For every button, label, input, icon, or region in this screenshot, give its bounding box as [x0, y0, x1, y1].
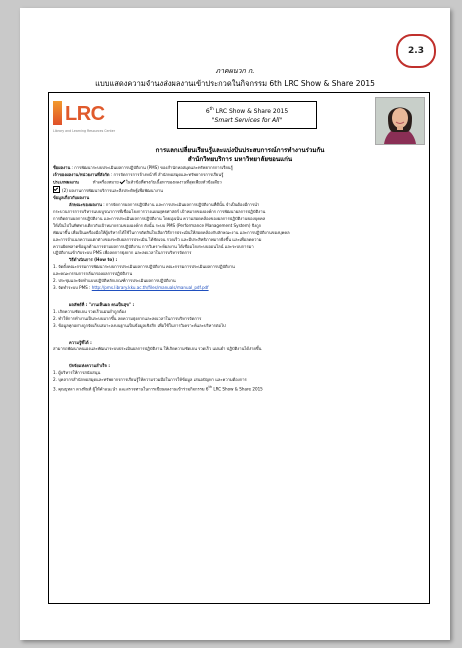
work-title-row: ชื่อผลงาน : การพัฒนาระบบประเมินผลการปฏิบัติงาน (PMS) ของสำนักหอสมุดและทรัพยากรการเรียนรู้	[53, 165, 233, 170]
logo-subtext: Library and Learning Resources Center	[53, 129, 116, 133]
howto-item: และคณะกรรมการกลั่นกรองผลการปฏิบัติงาน	[53, 271, 133, 277]
characteristics-line: ปฏิบัติงานเข้ากับระบบ PMS เพื่อลดการยุ่งยาก และลดเวลาในการบริหารจัดการ	[53, 250, 192, 256]
logo-bar-icon	[53, 101, 62, 125]
characteristics-line: และการจำแนกความแตกต่างของระดับผลการประเมิน ได้ชัดเจน รวดเร็ว และมีประสิทธิภาพมากยิ่งขึ้น และเพื่อลดความ	[53, 236, 262, 242]
characteristics-line: ลักษณะของผลงาน : การจัดการผลการปฏิบัติงาน และการประเมินผลการปฏิบัติงานที่ดีนั้น จำเป็นต้องมีการนำ	[69, 202, 260, 208]
success-item: 3. คุณบุหลา ดวงทินท์ ผู้ให้คำแนะนำ และสรวจทานในการเขียนผลงานเข้าร่วมกิจกรรม 6th LRC Show & Share 2015	[53, 385, 263, 392]
presenter-photo	[375, 97, 425, 145]
characteristics-line: พัฒนาขึ้น เพื่อเป็นเครื่องมือให้ผู้บริหารได้ใช้ในการตัดสินใจเลือกวิธีการประเมินให้สอดคล้องกับลักษณะงาน และการปฏิบัติงานของบุคคล	[53, 229, 290, 235]
type-option-row: (2) ผลงานการพัฒนาบริการและสิ่งประดิษฐ์เพื่อพัฒนางาน	[53, 186, 425, 195]
submission-form-frame	[48, 92, 430, 604]
page-number-badge: 2.3	[396, 34, 436, 68]
characteristics-line: ให้เป็นไปในทิศทางเดียวกับเป้าหมายรวมขององค์กร ดังนั้น ระบบ PMS (Performance Management System) จึงถูก	[53, 222, 262, 228]
lrc-logo	[53, 99, 116, 139]
form-title: แบบแสดงความจำนงส่งผลงานเข้าประกวดในกิจกรรม 6th LRC Show & Share 2015	[95, 79, 375, 88]
howto-item: 2. ประชุมและจัดทำแบบปฏิบัติหลักเกณฑ์การประเมินผลการปฏิบัติงาน	[53, 278, 176, 284]
characteristics-line: การติดตามผลการปฏิบัติงาน และการประเมินผลการปฏิบัติงาน โดยมุ่งเน้น ความสอดคล้องของผลการปฏิบัติงานของบุคคล	[53, 215, 266, 221]
howto-label: วิธีดำเนินการ (How to) :	[69, 257, 118, 263]
checkmark-icon	[120, 178, 125, 183]
results-item: 1. เกิดความชัดเจน รวดเร็วแม่นยำถูกต้อง	[53, 308, 127, 314]
results-item: 3. ข้อมูลทุกอย่างถูกจัดเก็บเสมาะลงบนฐานเป็นข้อมูลเชิงลึก เพื่อใช้ในการวิเคราะห์และบริหารต่อไป	[53, 322, 226, 328]
checked-checkbox-icon	[53, 186, 60, 193]
type-row: ประเภทผลงาน ทำเครื่องหมาย ในหัวข้อที่ตรงกับเนื้อหาของผลงานที่สุดเพียงหัวข้อเดียว	[53, 179, 222, 185]
event-name: 6th LRC Show & Share 2015	[205, 106, 289, 115]
event-box	[177, 101, 317, 129]
form-content	[53, 165, 425, 393]
howto-item: 1. จัดตั้งคณะกรรมการพัฒนาระบบการประเมินผลการปฏิบัติงาน คณะกรรมการประเมินผลการปฏิบัติงาน	[53, 264, 235, 270]
characteristics-line: ความผิดพลาดข้อมูลด้านการตามผลการปฏิบัติงาน การวิเคราะห์ผลงาน ได้เชื่อมโยงระบบออนไลน์ และระบบการมา	[53, 243, 254, 249]
success-item: 2. บุคลากรสำนักหอสมุดและทรัพยากรการเรียนรู้ให้ความร่วมมือในการให้ข้อมูล เสนอปัญหา และความต้องการ	[53, 377, 247, 383]
heading-line-1: การแลกเปลี่ยนเรียนรู้และแบ่งปันประสบการณ์การทำงานร่วมกัน	[155, 147, 325, 154]
success-item: 1. ผู้บริหารให้การสนับสนุน	[53, 370, 101, 376]
owner-row: เจ้าของผลงาน/หน่วยงานที่สังกัด : การจัดการการจ้างหน้าที่ สำนักหอสมุดและทรัพยากรการเรียนรู้	[53, 171, 224, 177]
results-label: ผลลัพธ์ที่ : "งานเห็นผล คนเป็นสุข" :	[69, 301, 135, 307]
results-item: 2. ทำให้การทำงานเป็นระบบมากขึ้น ลดความยุ่งยากและลดเวลาในการบริหารจัดการ	[53, 315, 202, 321]
knowledge-text: สามารถพัฒนาคนเองและพัฒนาระบบประเมินผลการปฏิบัติงาน ให้เกิดความชัดเจน รวดเร็ว แม่นยำ ปฏิบัติงานได้ง่ายขึ้น	[53, 346, 262, 352]
howto-item: 3. จัดทำระบบ PMS : http://pms.library.kku.ac.th/files/manuals/manual_pdf.pdf	[53, 285, 209, 290]
manual-pdf-link[interactable]: http://pms.library.kku.ac.th/files/manuals/manual_pdf.pdf	[91, 285, 209, 290]
logo-text: LRC	[65, 103, 105, 125]
appendix-label: ภาคผนวก ก.	[215, 67, 255, 75]
document-page	[20, 8, 450, 640]
event-tagline: "Smart Services for All"	[211, 117, 283, 124]
success-label: ปัจจัยแห่งความสำเร็จ :	[69, 363, 111, 369]
characteristics-line: กระบวนการการบริหารแบบบูรณาการที่เชื่อมโยงการวางแผนยุทธศาสตร์ เป้าหมายขององค์กร การพัฒนาผลการปฏิบัติงาน	[53, 209, 266, 215]
info-label: ข้อมูลเกี่ยวกับผลงาน	[53, 195, 90, 201]
knowledge-label: ความรู้ที่ได้ :	[69, 339, 92, 345]
heading-line-2: สำนักวิทยบริการ มหาวิทยาลัยขอนแก่น	[187, 156, 293, 163]
